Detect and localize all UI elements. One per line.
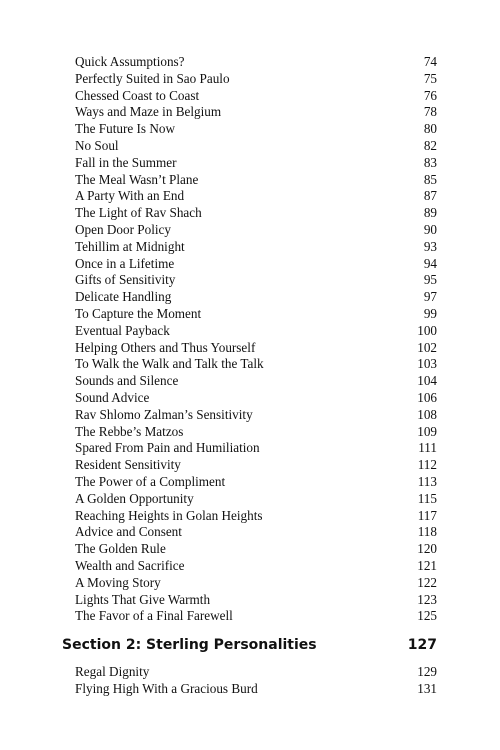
toc-entry-title: No Soul [75, 137, 119, 153]
toc-entry [75, 356, 437, 373]
toc-entry-page: 122 [417, 574, 437, 590]
toc-entry-page: 131 [417, 680, 437, 696]
toc-entry-page: 104 [417, 373, 437, 389]
toc-entry-page: 111 [418, 440, 437, 456]
toc-entry [75, 54, 437, 71]
toc-entry-title: The Light of Rav Shach [75, 205, 202, 221]
toc-entry-page: 93 [423, 238, 437, 254]
toc-entry-title: Gifts of Sensitivity [75, 272, 176, 288]
toc-entry-page: 112 [417, 457, 437, 473]
toc-entry [75, 457, 437, 474]
toc-entry [75, 575, 437, 592]
toc-entry [75, 71, 437, 88]
toc-entry-title: Tehillim at Midnight [75, 238, 185, 254]
section-entry-list [75, 664, 437, 698]
toc-entry [75, 541, 437, 558]
toc-entry [75, 407, 437, 424]
toc-entry-title: Chessed Coast to Coast [75, 87, 200, 103]
toc-entry [75, 172, 437, 189]
toc-entry [75, 390, 437, 407]
toc-entry-page: 74 [423, 54, 437, 69]
toc-entry-page: 99 [423, 305, 437, 321]
toc-entry-page: 115 [417, 490, 437, 506]
toc-entry-page: 94 [423, 255, 437, 271]
toc-entry-title: Resident Sensitivity [75, 457, 181, 473]
toc-entry-title: Spared From Pain and Humiliation [75, 440, 260, 456]
toc-entry [75, 373, 437, 390]
toc-entry-page: 113 [417, 473, 437, 489]
toc-entry-page: 90 [423, 221, 437, 237]
toc-entry-title: Quick Assumptions? [75, 54, 185, 69]
toc-entry-page: 125 [417, 608, 437, 624]
toc-entry-title: The Future Is Now [75, 121, 175, 137]
toc-entry [75, 272, 437, 289]
toc-entry-title: Wealth and Sacrifice [75, 557, 185, 573]
toc-entry-page: 89 [423, 205, 437, 221]
toc-entry [75, 558, 437, 575]
toc-entry [75, 104, 437, 121]
toc-entry-title: To Capture the Moment [75, 305, 202, 321]
toc-entry-title: To Walk the Walk and Talk the Talk [75, 356, 264, 372]
toc-entry-page: 129 [417, 664, 437, 679]
toc-entry-page: 100 [417, 322, 437, 338]
toc-entry-title: A Party With an End [75, 188, 185, 204]
toc-entry-title: Delicate Handling [75, 289, 172, 305]
toc-entry-page: 76 [423, 87, 437, 103]
toc-entry [75, 681, 437, 698]
toc-entry-title: Flying High With a Gracious Burd [75, 680, 258, 696]
toc-entry [75, 222, 437, 239]
toc-entry-page: 78 [423, 104, 437, 120]
toc-entry [75, 592, 437, 609]
toc-entry [75, 289, 437, 306]
toc-entry-title: The Power of a Compliment [75, 473, 226, 489]
toc-entry [75, 138, 437, 155]
toc-entry-title: Eventual Payback [75, 322, 170, 338]
toc-entry-page: 120 [417, 541, 437, 557]
toc-entry-page: 121 [417, 557, 437, 573]
toc-entry [75, 121, 437, 138]
toc-entry-page: 87 [423, 188, 437, 204]
toc-entry-page: 97 [423, 289, 437, 305]
toc-entry-title: Helping Others and Thus Yourself [75, 339, 256, 355]
toc-entry [75, 491, 437, 508]
toc-entry-title: Rav Shlomo Zalman’s Sensitivity [75, 406, 253, 422]
section-heading [62, 634, 437, 656]
toc-entry [75, 340, 437, 357]
toc-entry-title: Fall in the Summer [75, 154, 177, 170]
toc-entry [75, 424, 437, 441]
toc-entry-title: The Rebbe’s Matzos [75, 423, 184, 439]
toc-entry-page: 109 [417, 423, 437, 439]
toc-entry-page: 82 [423, 137, 437, 153]
toc-entry [75, 440, 437, 457]
toc-entry [75, 188, 437, 205]
toc-entry-page: 83 [423, 154, 437, 170]
toc-list [75, 54, 437, 625]
toc-entry-title: Open Door Policy [75, 221, 171, 237]
toc-entry-page: 102 [417, 339, 437, 355]
toc-entry [75, 474, 437, 491]
toc-entry-title: The Golden Rule [75, 541, 166, 557]
toc-entry-page: 95 [423, 272, 437, 288]
toc-entry-title: The Favor of a Final Farewell [75, 608, 233, 624]
toc-entry-title: Sounds and Silence [75, 373, 179, 389]
toc-entry-title: The Meal Wasn’t Plane [75, 171, 199, 187]
toc-entry-title: Ways and Maze in Belgium [75, 104, 222, 120]
toc-entry-title: A Golden Opportunity [75, 490, 194, 506]
toc-entry-title: Sound Advice [75, 389, 150, 405]
toc-entry-title: Advice and Consent [75, 524, 182, 540]
toc-entry [75, 664, 437, 681]
toc-entry-title: Once in a Lifetime [75, 255, 175, 271]
toc-entry-page: 103 [417, 356, 437, 372]
toc-entry [75, 256, 437, 273]
toc-entry-page: 108 [417, 406, 437, 422]
toc-entry-title: Regal Dignity [75, 664, 150, 679]
toc-entry-page: 75 [423, 70, 437, 86]
toc-entry [75, 608, 437, 625]
section-heading-page: 127 [407, 637, 437, 653]
toc-entry [75, 508, 437, 525]
toc-entry [75, 239, 437, 256]
toc-entry-title: Perfectly Suited in Sao Paulo [75, 70, 230, 86]
toc-entry-page: 80 [423, 121, 437, 137]
toc-entry-page: 106 [417, 389, 437, 405]
section-heading-title: Section 2: Sterling Personalities [62, 637, 317, 653]
toc-entry [75, 155, 437, 172]
toc-entry [75, 205, 437, 222]
toc-entry [75, 524, 437, 541]
toc-entry-title: Reaching Heights in Golan Heights [75, 507, 263, 523]
toc-entry-page: 123 [417, 591, 437, 607]
toc-entry [75, 323, 437, 340]
toc-entry [75, 88, 437, 105]
toc-entry-title: A Moving Story [75, 574, 161, 590]
toc-entry-page: 85 [423, 171, 437, 187]
toc-entry-page: 117 [417, 507, 437, 523]
toc-entry [75, 306, 437, 323]
toc-entry-title: Lights That Give Warmth [75, 591, 211, 607]
toc-entry-page: 118 [417, 524, 437, 540]
